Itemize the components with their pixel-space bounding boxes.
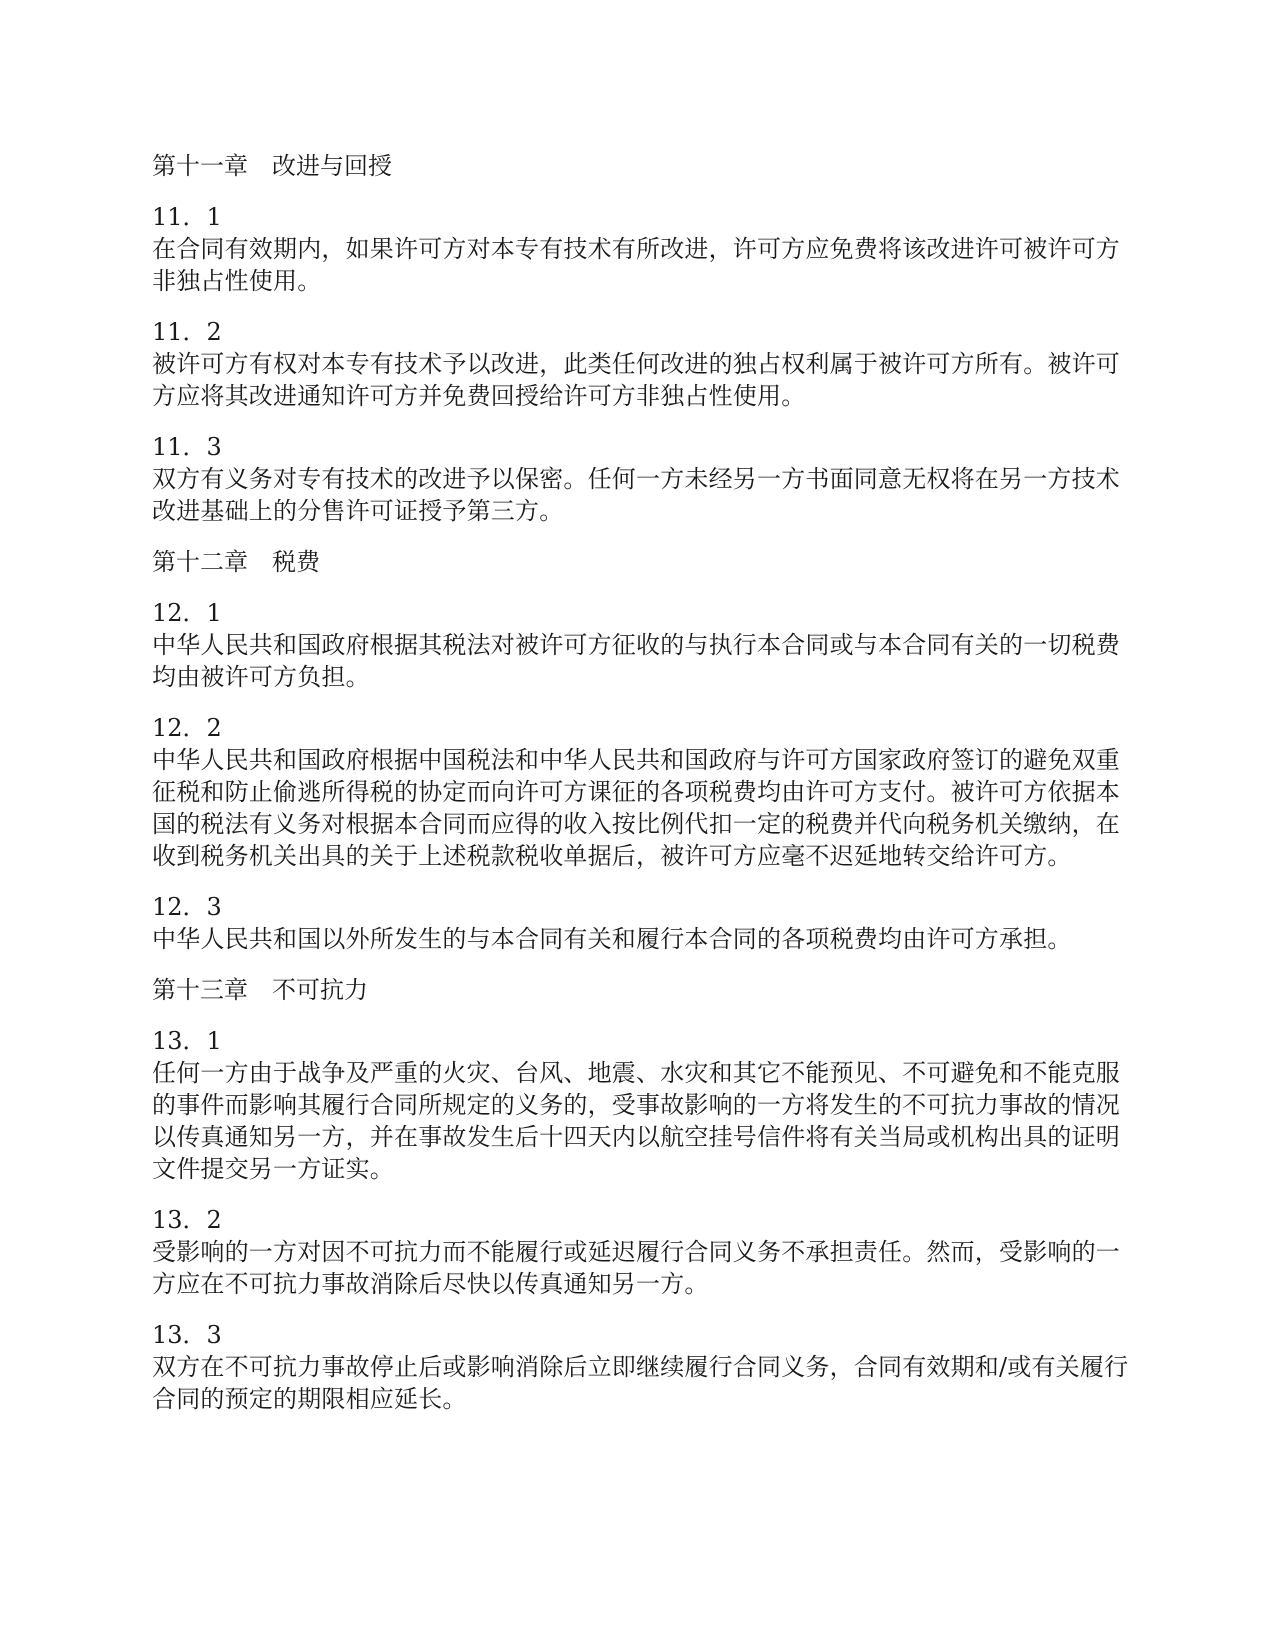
clause-13-1: [152, 1025, 1130, 1185]
chapter-heading: 第十二章 税费: [152, 548, 320, 576]
clause-13-3: [152, 1319, 1130, 1415]
clause-12-3: [152, 891, 1130, 955]
clause-number: 12．3: [152, 893, 222, 921]
chapter-heading: 第十一章 改进与回授: [152, 152, 392, 180]
clause-text: 被许可方有权对本专有技术予以改进，此类任何改进的独占权利属于被许可方所有。被许可方应将其改进通知许可方并免费回授给许可方非独占性使用。: [152, 350, 1120, 410]
clause-11-3: [152, 431, 1130, 527]
clause-number: 11．3: [152, 433, 222, 461]
clause-number: 12．2: [152, 714, 222, 742]
chapter-13: [152, 974, 1130, 1415]
clause-text: 在合同有效期内，如果许可方对本专有技术有所改进，许可方应免费将该改进许可被许可方非独占性使用。: [152, 235, 1120, 295]
clause-text: 受影响的一方对因不可抗力而不能履行或延迟履行合同义务不承担责任。然而，受影响的一方应在不可抗力事故消除后尽快以传真通知另一方。: [152, 1238, 1120, 1298]
clause-number: 12．1: [152, 599, 222, 627]
clause-11-1: [152, 201, 1130, 297]
chapter-11: [152, 150, 1130, 527]
document-page: [152, 150, 1130, 1434]
clause-text: 双方在不可抗力事故停止后或影响消除后立即继续履行合同义务，合同有效期和/或有关履行合同的预定的期限相应延长。: [152, 1353, 1129, 1413]
clause-number: 13．1: [152, 1027, 222, 1055]
clause-13-2: [152, 1204, 1130, 1300]
clause-text: 中华人民共和国以外所发生的与本合同有关和履行本合同的各项税费均由许可方承担。: [152, 925, 1072, 953]
clause-number: 13．3: [152, 1321, 222, 1349]
clause-text: 双方有义务对专有技术的改进予以保密。任何一方未经另一方书面同意无权将在另一方技术改进基础上的分售许可证授予第三方。: [152, 465, 1120, 525]
clause-11-2: [152, 316, 1130, 412]
clause-text: 任何一方由于战争及严重的火灾、台风、地震、水灾和其它不能预见、不可避免和不能克服的事件而影响其履行合同所规定的义务的，受事故影响的一方将发生的不可抗力事故的情况以传真通知另一方，并在事故发生后十四天内以航空挂号信件将有关当局或机构出具的证明文件提交另一方证实。: [152, 1059, 1120, 1183]
clause-12-2: [152, 712, 1130, 872]
clause-number: 11．2: [152, 318, 222, 346]
clause-text: 中华人民共和国政府根据中国税法和中华人民共和国政府与许可方国家政府签订的避免双重征税和防止偷逃所得税的协定而向许可方课征的各项税费均由许可方支付。被许可方依据本国的税法有义务对根据本合同而应得的收入按比例代扣一定的税费并代向税务机关缴纳，在收到税务机关出具的关于上述税款税收单据后，被许可方应毫不迟延地转交给许可方。: [152, 746, 1120, 870]
clause-number: 11．1: [152, 203, 222, 231]
chapter-12: [152, 546, 1130, 955]
clause-text: 中华人民共和国政府根据其税法对被许可方征收的与执行本合同或与本合同有关的一切税费均由被许可方负担。: [152, 631, 1120, 691]
clause-12-1: [152, 597, 1130, 693]
clause-number: 13．2: [152, 1206, 222, 1234]
chapter-heading: 第十三章 不可抗力: [152, 976, 368, 1004]
